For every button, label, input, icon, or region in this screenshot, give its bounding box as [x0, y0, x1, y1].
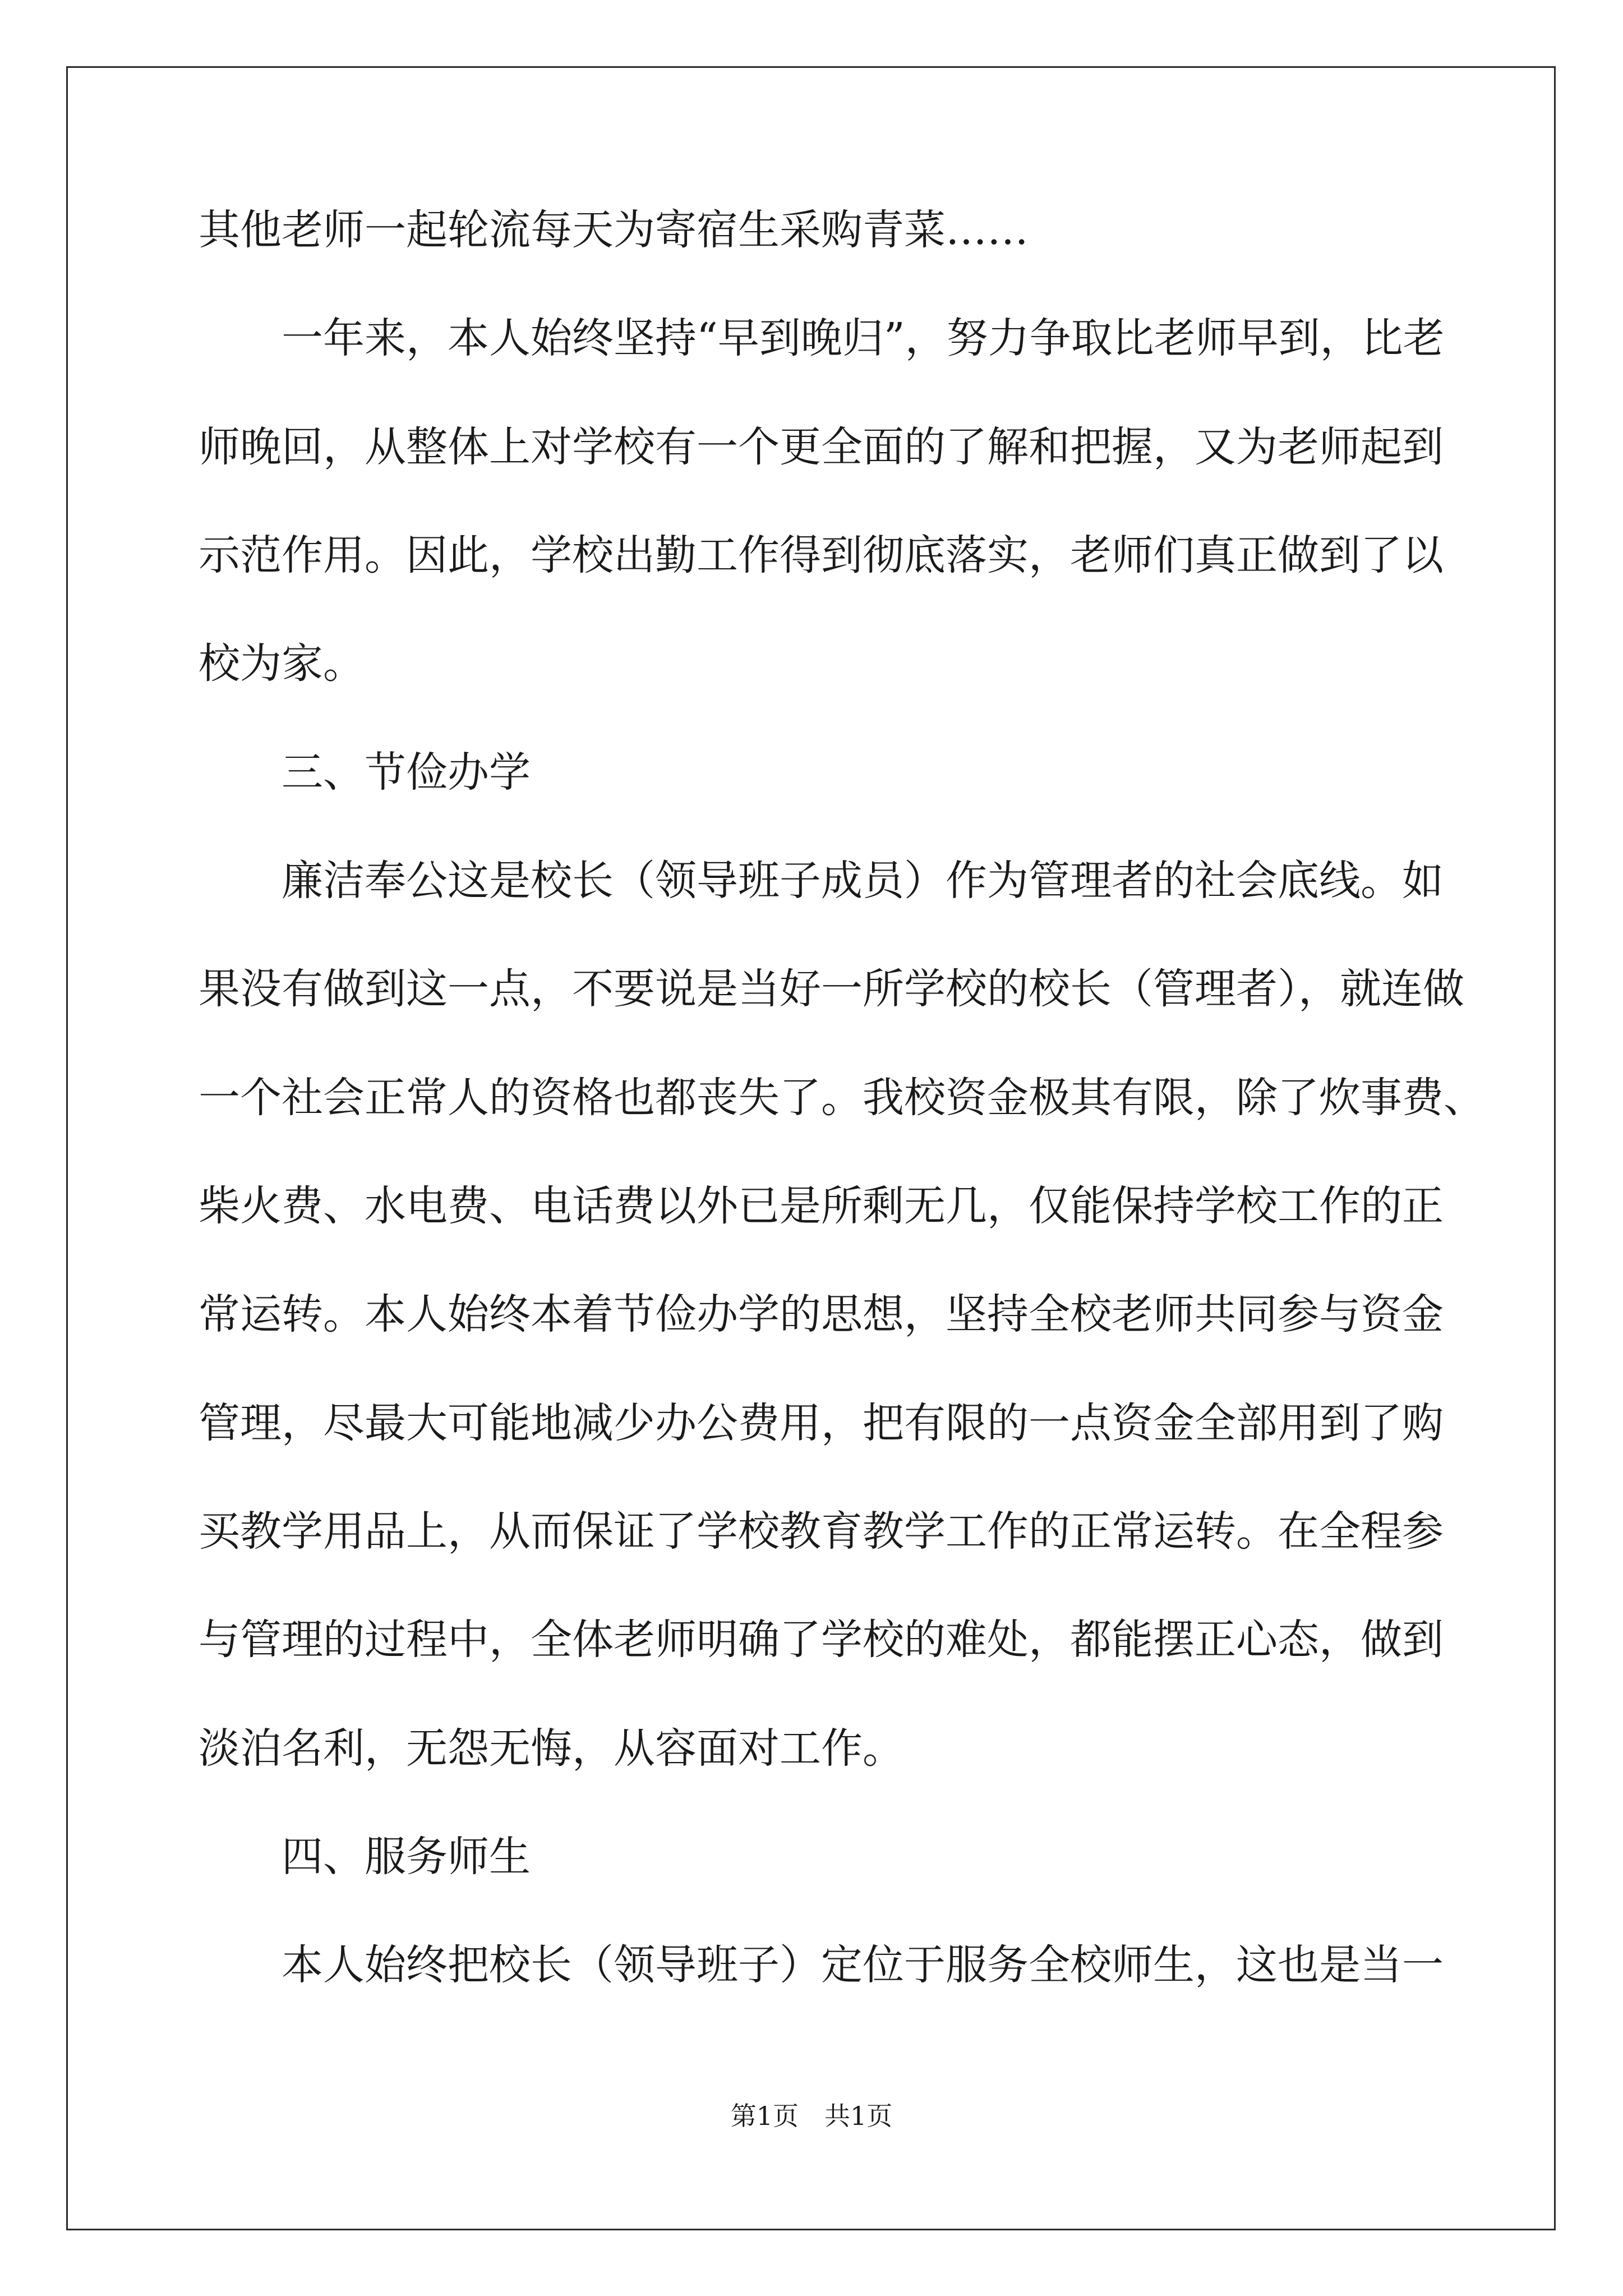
- text-line: 其他老师一起轮流每天为寄宿生采购青菜……: [199, 206, 1029, 254]
- text-line: 一个社会正常人的资格也都丧失了。我校资金极其有限，除了炊事费、: [199, 1074, 1485, 1122]
- text-line: 示范作用。因此，学校出勤工作得到彻底落实，老师们真正做到了以: [199, 531, 1444, 579]
- text-line: 本人始终把校长（领导班子）定位于服务全校师生，这也是当一: [199, 1941, 1444, 1989]
- page-number-footer: 第1页 共1页: [730, 2101, 893, 2131]
- text-line: 果没有做到这一点，不要说是当好一所学校的校长（管理者），就连做: [199, 965, 1464, 1013]
- section-heading: 三、节俭办学: [199, 748, 531, 797]
- text-line: 常运转。本人始终本着节俭办学的思想，坚持全校老师共同参与资金: [199, 1290, 1444, 1338]
- text-line: 买教学用品上，从而保证了学校教育教学工作的正常运转。在全程参: [199, 1507, 1444, 1556]
- text-line: 与管理的过程中，全体老师明确了学校的难处，都能摆正心态，做到: [199, 1616, 1444, 1664]
- text-line: 校为家。: [199, 639, 365, 688]
- text-line: 淡泊名利，无怨无悔，从容面对工作。: [199, 1724, 904, 1773]
- text-line: 一年来，本人始终坚持“早到晚归”，努力争取比老师早到，比老: [199, 314, 1445, 362]
- page-border: [66, 66, 1556, 2230]
- text-line: 师晚回，从整体上对学校有一个更全面的了解和把握，又为老师起到: [199, 423, 1444, 471]
- section-heading: 四、服务师生: [199, 1833, 531, 1881]
- text-line: 廉洁奉公这是校长（领导班子成员）作为管理者的社会底线。如: [199, 857, 1444, 905]
- text-line: 柴火费、水电费、电话费以外已是所剩无几，仅能保持学校工作的正: [199, 1182, 1444, 1230]
- text-line: 管理，尽最大可能地减少办公费用，把有限的一点资金全部用到了购: [199, 1399, 1444, 1447]
